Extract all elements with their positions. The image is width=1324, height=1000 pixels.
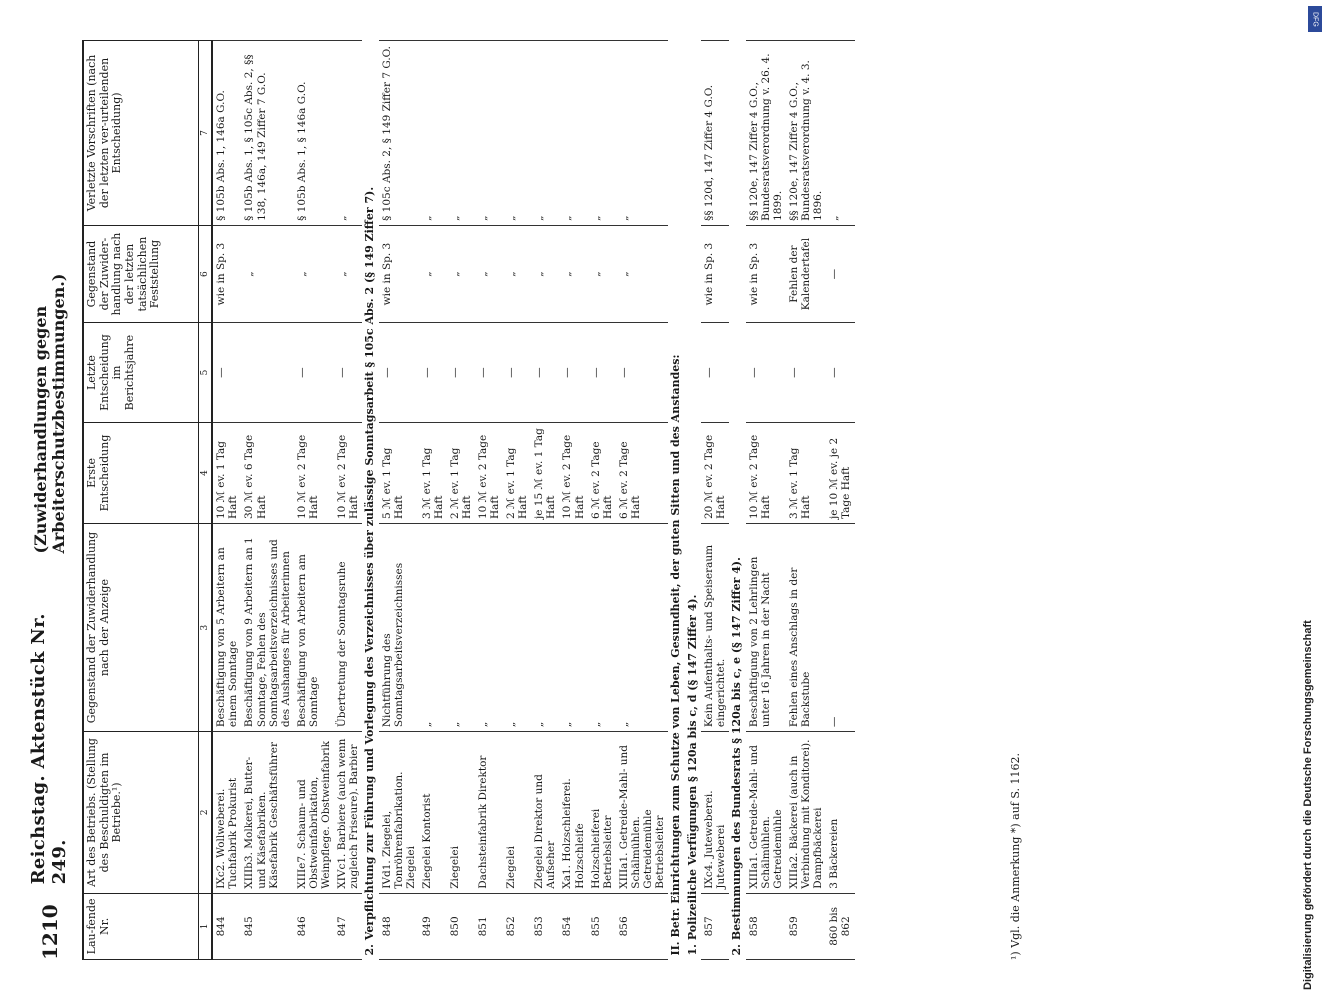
cell-gegenstand: Beschäftigung von 5 Arbeitern an einem Sonntage — [212, 524, 241, 732]
cell-erste: je 10 ℳ ev. je 2 Tage Haft — [826, 422, 854, 523]
col-header-gegenstand: Gegenstand der Zuwiderhandlung nach der Anzeige — [83, 524, 199, 732]
section-heading: 1. Polizeiliche Verfügungen § 120a bis c, d (§ 147 Ziffer 4). — [685, 594, 699, 956]
table-row — [826, 41, 854, 960]
cell-art: XIVc1. Barbiere (auch wenn zugleich Friseure). Barbier — [334, 732, 362, 894]
cell-vorschriften: §§ 120e, 147 Ziffer 4 G.O., Bundesratsverordnung v. 4. 3. 1896. — [786, 41, 826, 226]
cell-erste: 2 ℳ ev. 1 Tag Haft — [447, 422, 475, 523]
cell-vorschriften: „ — [475, 41, 503, 226]
cell-gegenstand-letzte: wie in Sp. 3 — [212, 225, 241, 322]
cell-vorschriften: „ — [503, 41, 531, 226]
cell-letzte: — — [531, 323, 559, 423]
cell-gegenstand: „ — [616, 524, 668, 732]
cell-vorschriften: „ — [616, 41, 668, 226]
cell-letzte: — — [475, 323, 503, 423]
cell-vorschriften: „ — [559, 41, 587, 226]
cell-letzte: — — [588, 323, 616, 423]
cell-erste: 10 ℳ ev. 2 Tage Haft — [746, 422, 786, 523]
cell-gegenstand-letzte: „ — [294, 225, 334, 322]
cell-gegenstand: Übertretung der Sonntagsruhe — [334, 524, 362, 732]
cell-nr: 857 — [701, 893, 729, 959]
cell-art: XIIIa1. Getreide-Mahl- und Schälmühlen. Getreidemühle — [746, 732, 786, 894]
cell-letzte: — — [616, 323, 668, 423]
table-row — [334, 41, 362, 960]
cell-vorschriften: §§ 120e, 147 Ziffer 4 G.O., Bundesratsverordnung v. 26. 4. 1899. — [746, 41, 786, 226]
cell-nr: 860 bis 862 — [826, 893, 854, 959]
cell-letzte — [241, 323, 293, 423]
col-header-gegenstand-letzte: Gegenstand der Zuwider-handlung nach der letzten tatsächlichen Feststellung — [83, 225, 199, 322]
cell-nr: 859 — [786, 893, 826, 959]
cell-letzte: — — [746, 323, 786, 423]
cell-art: XIIIe7. Schaum- und Obstweinfabrikation, Weinpflege. Obstweinfabrik — [294, 732, 334, 894]
cell-letzte: — — [334, 323, 362, 423]
cell-art: Ziegelei Kontorist — [419, 732, 447, 894]
cell-gegenstand: Kein Aufenthalts- und Speiseraum eingerichtet. — [701, 524, 729, 732]
table-row — [503, 41, 531, 960]
cell-nr: 851 — [475, 893, 503, 959]
cell-letzte: — — [419, 323, 447, 423]
table-row — [559, 41, 587, 960]
cell-nr: 845 — [241, 893, 293, 959]
cell-erste: 10 ℳ ev. 2 Tage Haft — [559, 422, 587, 523]
col-header-letzte: Letzte Entscheidung im Berichtsjahre — [83, 323, 199, 423]
section-heading-row — [362, 41, 379, 960]
cell-art: Ziegelei — [503, 732, 531, 894]
violations-table — [82, 40, 855, 960]
cell-vorschriften: § 105b Abs. 1, § 146a G.O. — [294, 41, 334, 226]
cell-gegenstand: Beschäftigung von Arbeitern am Sonntage — [294, 524, 334, 732]
cell-vorschriften: § 105b Abs. 1, § 105c Abs. 2, §§ 138, 146a, 149 Ziffer 7 G.O. — [241, 41, 293, 226]
col-num: 2 — [199, 732, 213, 894]
cell-nr: 848 — [379, 893, 419, 959]
cell-gegenstand-letzte: „ — [241, 225, 293, 322]
cell-gegenstand-letzte: „ — [559, 225, 587, 322]
table-row — [379, 41, 419, 960]
cell-gegenstand-letzte: „ — [588, 225, 616, 322]
cell-vorschriften: § 105b Abs. 1, 146a G.O. — [212, 41, 241, 226]
cell-art: Xa1. Holzschleiferei. Holzschleife — [559, 732, 587, 894]
table-row — [588, 41, 616, 960]
cell-art: IVd1. Ziegelei, Tonröhrenfabrikation. Ziegelei — [379, 732, 419, 894]
col-header-vorschriften: Verletzte Vorschriften (nach der letzten ver-urteilenden Entscheidung) — [83, 41, 199, 226]
cell-letzte: — — [379, 323, 419, 423]
page-header — [30, 40, 70, 960]
cell-art: Ziegelei — [447, 732, 475, 894]
cell-letzte: — — [826, 323, 854, 423]
cell-nr: 844 — [212, 893, 241, 959]
cell-vorschriften: „ — [588, 41, 616, 226]
cell-erste: 10 ℳ ev. 2 Tage Haft — [475, 422, 503, 523]
cell-nr: 850 — [447, 893, 475, 959]
cell-nr: 856 — [616, 893, 668, 959]
cell-nr: 849 — [419, 893, 447, 959]
cell-erste: 10 ℳ ev. 2 Tage Haft — [334, 422, 362, 523]
cell-gegenstand-letzte: „ — [334, 225, 362, 322]
table-row — [786, 41, 826, 960]
cell-erste: 6 ℳ ev. 2 Tage Haft — [616, 422, 668, 523]
cell-vorschriften: „ — [531, 41, 559, 226]
cell-vorschriften: § 105c Abs. 2, § 149 Ziffer 7 G.O. — [379, 41, 419, 226]
cell-letzte: — — [701, 323, 729, 423]
cell-erste: 20 ℳ ev. 2 Tage Haft — [701, 422, 729, 523]
document-subtitle: (Zuwiderhandlungen gegen Arbeiterschutzbestimmungen.) — [30, 273, 68, 554]
table-row — [746, 41, 786, 960]
cell-gegenstand: „ — [447, 524, 475, 732]
digitization-credit: Digitalisierung gefördert durch die Deutsche Forschungsgemeinschaft — [1302, 620, 1314, 990]
col-header-art: Art des Betriebs. (Stellung des Beschuldigten im Betriebe.¹) — [83, 732, 199, 894]
cell-art: Holzschleiferei Betriebsleiter — [588, 732, 616, 894]
cell-letzte: — — [503, 323, 531, 423]
cell-art: Dachsteinfabrik Direktor — [475, 732, 503, 894]
cell-erste: 2 ℳ ev. 1 Tag Haft — [503, 422, 531, 523]
cell-gegenstand: „ — [503, 524, 531, 732]
col-num: 3 — [199, 524, 213, 732]
cell-vorschriften: §§ 120d, 147 Ziffer 4 G.O. — [701, 41, 729, 226]
cell-letzte: — — [212, 323, 241, 423]
document-title: Reichstag. Aktenstück Nr. 249. — [28, 613, 70, 885]
cell-gegenstand-letzte: „ — [475, 225, 503, 322]
table-row — [475, 41, 503, 960]
cell-nr: 854 — [559, 893, 587, 959]
cell-nr: 855 — [588, 893, 616, 959]
cell-gegenstand: Beschäftigung von 9 Arbeitern an 1 Sonntage, Fehlen des Sonntagsarbeitsverzeichnisses und des Aushanges für Arbeiterinnen — [241, 524, 293, 732]
cell-erste: 30 ℳ ev. 6 Tage Haft — [241, 422, 293, 523]
footnote: ¹) Vgl. die Anmerkung *) auf S. 1162. — [1009, 753, 1022, 960]
section-heading: 2. Bestimmungen des Bundesrats § 120a bis c, e (§ 147 Ziffer 4). — [730, 557, 744, 956]
cell-gegenstand-letzte: „ — [503, 225, 531, 322]
cell-erste: je 15 ℳ ev. 1 Tag Haft — [531, 422, 559, 523]
cell-gegenstand: „ — [531, 524, 559, 732]
cell-gegenstand: Nichtführung des Sonntagsarbeitsverzeichnisses — [379, 524, 419, 732]
cell-vorschriften: „ — [419, 41, 447, 226]
dfg-logo: DFG — [1308, 6, 1322, 32]
cell-nr: 852 — [503, 893, 531, 959]
cell-art: IXc2. Wollweberei. Tuchfabrik Prokurist — [212, 732, 241, 894]
cell-gegenstand: „ — [419, 524, 447, 732]
table-row — [241, 41, 293, 960]
cell-art: 3 Bäckereien — [826, 732, 854, 894]
cell-letzte: — — [294, 323, 334, 423]
cell-gegenstand-letzte: „ — [447, 225, 475, 322]
cell-erste: 3 ℳ ev. 1 Tag Haft — [786, 422, 826, 523]
cell-gegenstand: „ — [588, 524, 616, 732]
cell-gegenstand-letzte: — — [826, 225, 854, 322]
cell-nr: 853 — [531, 893, 559, 959]
cell-gegenstand: Beschäftigung von 2 Lehrlingen unter 16 Jahren in der Nacht — [746, 524, 786, 732]
cell-art: XIIIa2. Bäckerei (auch in Verbindung mit Konditorei). Dampfbäckerei — [786, 732, 826, 894]
cell-letzte: — — [786, 323, 826, 423]
cell-gegenstand-letzte: „ — [419, 225, 447, 322]
table-row — [212, 41, 241, 960]
cell-gegenstand: Fehlen eines Anschlags in der Backstube — [786, 524, 826, 732]
section-heading-row — [668, 41, 685, 960]
cell-vorschriften: „ — [334, 41, 362, 226]
cell-nr: 846 — [294, 893, 334, 959]
section-heading: II. Betr. Einrichtungen zum Schutze von Leben, Gesundheit, der guten Sitten und des Anstandes: — [668, 354, 682, 956]
header-row — [83, 41, 199, 960]
cell-vorschriften: „ — [826, 41, 854, 226]
col-header-erste: Erste Entscheidung — [83, 422, 199, 523]
col-header-nr: Lau-fende Nr. — [83, 893, 199, 959]
cell-erste: 6 ℳ ev. 2 Tage Haft — [588, 422, 616, 523]
col-num: 4 — [199, 422, 213, 523]
cell-gegenstand: „ — [559, 524, 587, 732]
cell-gegenstand-letzte: Fehlen der Kalendertafel — [786, 225, 826, 322]
cell-nr: 847 — [334, 893, 362, 959]
rotated-document — [30, 40, 1280, 960]
table-row — [531, 41, 559, 960]
side-credit — [1302, 10, 1320, 990]
col-num: 5 — [199, 323, 213, 423]
page-number: 1210 — [37, 904, 62, 960]
section-heading-row — [729, 41, 746, 960]
col-num: 7 — [199, 41, 213, 226]
cell-vorschriften: „ — [447, 41, 475, 226]
cell-gegenstand-letzte: wie in Sp. 3 — [746, 225, 786, 322]
cell-letzte: — — [559, 323, 587, 423]
cell-gegenstand-letzte: wie in Sp. 3 — [701, 225, 729, 322]
section-heading: 2. Verpflichtung zur Führung und Vorlegung des Verzeichnisses über zulässige Sonntagsarbeit § 105c Abs. 2 (§ 149 Ziffer 7). — [363, 186, 377, 956]
col-num: 6 — [199, 225, 213, 322]
cell-gegenstand-letzte: „ — [531, 225, 559, 322]
table-body — [212, 41, 854, 960]
table-row — [701, 41, 729, 960]
table-row — [419, 41, 447, 960]
table-row — [294, 41, 334, 960]
cell-erste: 5 ℳ ev. 1 Tag Haft — [379, 422, 419, 523]
cell-nr: 858 — [746, 893, 786, 959]
cell-gegenstand: „ — [475, 524, 503, 732]
cell-art: Ziegelei Direktor und Aufseher — [531, 732, 559, 894]
col-num: 1 — [199, 893, 213, 959]
cell-art: IXc4. Juteweberei. Juteweberei — [701, 732, 729, 894]
table-row — [616, 41, 668, 960]
cell-erste: 3 ℳ ev. 1 Tag Haft — [419, 422, 447, 523]
table-row — [447, 41, 475, 960]
section-heading-row — [685, 41, 702, 960]
cell-erste: 10 ℳ ev. 1 Tag Haft — [212, 422, 241, 523]
cell-letzte: — — [447, 323, 475, 423]
cell-art: XIIIa1. Getreide-Mahl- und Schälmühlen. Getreidemühle Betriebsleiter — [616, 732, 668, 894]
cell-erste: 10 ℳ ev. 2 Tage Haft — [294, 422, 334, 523]
cell-gegenstand-letzte: wie in Sp. 3 — [379, 225, 419, 322]
cell-gegenstand-letzte: „ — [616, 225, 668, 322]
column-number-row — [199, 41, 213, 960]
cell-gegenstand: — — [826, 524, 854, 732]
cell-art: XIIIb3. Molkerei, Butter- und Käsefabriken. Käsefabrik Geschäftsführer — [241, 732, 293, 894]
